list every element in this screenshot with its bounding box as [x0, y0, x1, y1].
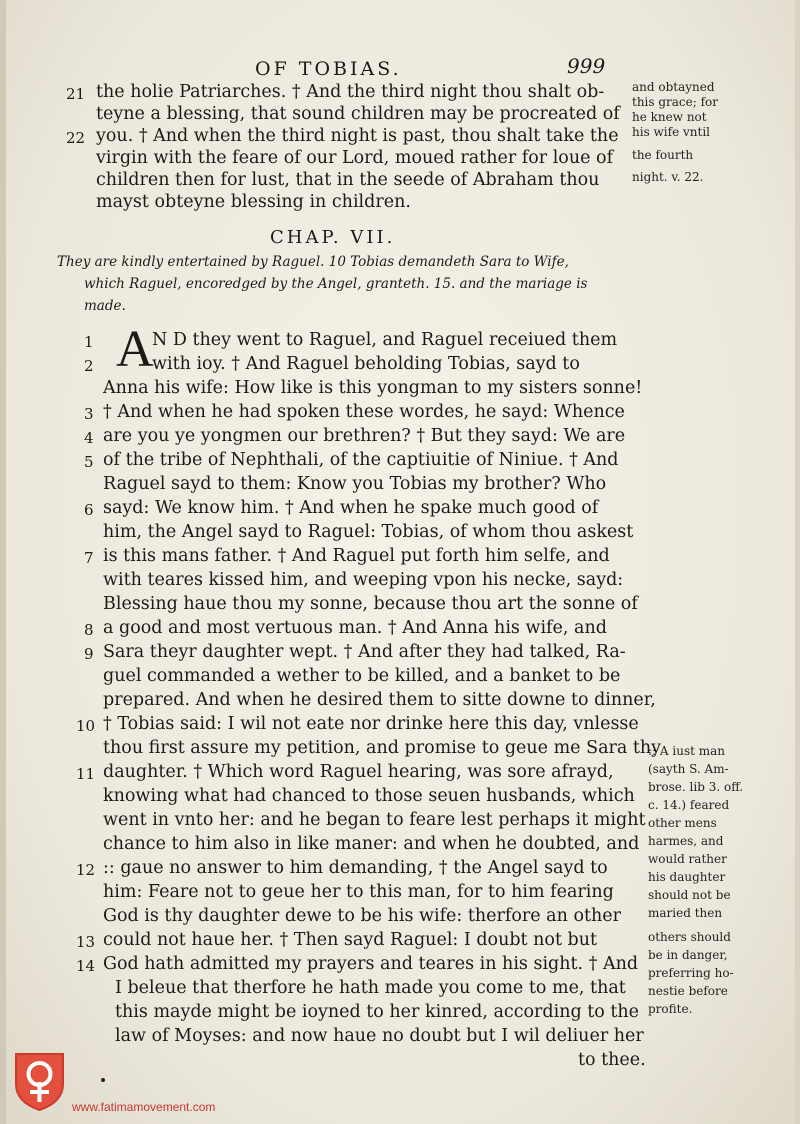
- chapter-summary-line: which Raguel, encoredged by the Angel, granteth. 15. and the mariage is: [84, 276, 588, 292]
- text-line: † Tobias said: I wil not eate nor drinke here this day, vnlesse: [103, 714, 639, 734]
- text-line: prepared. And when he desired them to sitte downe to dinner,: [103, 690, 656, 710]
- text-line: to thee.: [578, 1050, 646, 1070]
- verse-number: 5: [84, 453, 94, 471]
- text-line: the holie Patriarches. † And the third night thou shalt ob-: [96, 82, 605, 102]
- margin-note-line: profite.: [648, 1002, 693, 1016]
- page-edge-left: [0, 0, 6, 1124]
- text-line: you. † And when the third night is past, thou shalt take the: [96, 126, 619, 146]
- margin-note-line: be in danger,: [648, 948, 728, 962]
- margin-note-line: other mens: [648, 816, 717, 830]
- text-line: Blessing haue thou my sonne, because thou art the sonne of: [103, 594, 638, 614]
- drop-cap: A: [116, 321, 154, 378]
- text-line: chance to him also in like maner: and when he doubted, and: [103, 834, 640, 854]
- text-line: this mayde might be ioyned to her kinred, according to the: [115, 1002, 640, 1022]
- margin-note-line: this grace; for: [632, 95, 719, 109]
- running-header: OF TOBIAS.: [255, 58, 402, 80]
- text-line: † And when he had spoken these wordes, he sayd: Whence: [103, 402, 625, 422]
- text-line: I beleue that therfore he hath made you come to me, that: [115, 978, 626, 998]
- verse-number: 4: [84, 429, 94, 447]
- text-line: Anna his wife: How like is this yongman to my sisters sonne!: [103, 378, 643, 398]
- margin-note-line: he knew not: [632, 110, 707, 124]
- text-line: with teares kissed him, and weeping vpon his necke, sayd:: [103, 570, 624, 590]
- verse-number: 14: [76, 957, 96, 975]
- text-line: Raguel sayd to them: Know you Tobias my brother? Who: [103, 474, 607, 494]
- verse-number: 10: [76, 717, 96, 735]
- footer-url-link[interactable]: www.fatimamovement.com: [72, 1100, 216, 1114]
- chapter-summary-line: They are kindly entertained by Raguel. 10 Tobias demandeth Sara to Wife,: [57, 254, 569, 270]
- verse-number: 2: [84, 357, 94, 375]
- text-line: teyne a blessing, that sound children may be procreated of: [96, 104, 620, 124]
- text-line: daughter. † Which word Raguel hearing, was sore afrayd,: [103, 762, 614, 782]
- text-line: could not haue her. † Then sayd Raguel: I doubt not but: [103, 930, 598, 950]
- text-line: is this mans father. † And Raguel put forth him selfe, and: [103, 546, 610, 566]
- margin-note-line: brose. lib 3. off.: [648, 780, 744, 794]
- verse-number: 8: [84, 621, 94, 639]
- verse-number: 12: [76, 861, 96, 879]
- margin-note-line: (sayth S. Am-: [648, 762, 729, 776]
- text-line: knowing what had chanced to those seuen husbands, which: [103, 786, 635, 806]
- text-line: virgin with the feare of our Lord, moued rather for loue of: [96, 148, 614, 168]
- text-line: mayst obteyne blessing in children.: [96, 192, 411, 212]
- text-line: God hath admitted my prayers and teares in his sight. † And: [103, 954, 639, 974]
- verse-number: 22: [66, 129, 86, 147]
- verse-number: 11: [76, 765, 96, 783]
- margin-note-line: and obtayned: [632, 80, 715, 94]
- text-line: :: gaue no answer to him demanding, † the Angel sayd to: [103, 858, 608, 878]
- text-line: a good and most vertuous man. † And Anna his wife, and: [103, 618, 607, 638]
- margin-note-line: :: A iust man: [648, 744, 726, 758]
- verse-number: 1: [84, 333, 94, 351]
- text-line: of the tribe of Nephthali, of the captiuitie of Niniue. † And: [103, 450, 619, 470]
- text-line: are you ye yongmen our brethren? † But they sayd: We are: [103, 426, 626, 446]
- text-line: N D they went to Raguel, and Raguel receiued them: [152, 330, 618, 350]
- margin-note-line: c. 14.) feared: [648, 798, 730, 812]
- verse-number: 21: [66, 85, 86, 103]
- text-line: law of Moyses: and now haue no doubt but I wil deliuer her: [115, 1026, 644, 1046]
- text-line: with ioy. † And Raguel beholding Tobias, sayd to: [152, 354, 580, 374]
- text-line: Sara theyr daughter wept. † And after they had talked, Ra-: [103, 642, 626, 662]
- verse-number: 7: [84, 549, 94, 567]
- text-line: sayd: We know him. † And when he spake much good of: [103, 498, 599, 518]
- chapter-summary-line: made.: [84, 298, 126, 314]
- verse-number: 13: [76, 933, 96, 951]
- text-line: children then for lust, that in the seede of Abraham thou: [96, 170, 600, 190]
- page-edge-right: [795, 0, 800, 1124]
- chapter-heading: CHAP. VII.: [270, 227, 396, 248]
- margin-note-line: should not be: [648, 888, 731, 902]
- verse-number: 6: [84, 501, 94, 519]
- ink-dot: [101, 1078, 105, 1082]
- margin-note-line: nestie before: [648, 984, 728, 998]
- margin-note-line: would rather: [648, 852, 727, 866]
- margin-note-line: harmes, and: [648, 834, 724, 848]
- page-number: 999: [567, 54, 606, 78]
- margin-note-line: preferring ho-: [648, 966, 734, 980]
- text-line: him, the Angel sayd to Raguel: Tobias, of whom thou askest: [103, 522, 634, 542]
- margin-note-line: his wife vntil: [632, 125, 711, 139]
- margin-note-line: others should: [648, 930, 731, 944]
- verse-number: 9: [84, 645, 94, 663]
- margin-note-line: the fourth: [632, 148, 694, 162]
- fatima-movement-logo[interactable]: [12, 1050, 67, 1112]
- text-line: him: Feare not to geue her to this man, for to him fearing: [103, 882, 614, 902]
- margin-note-line: night. v. 22.: [632, 170, 704, 184]
- verse-number: 3: [84, 405, 94, 423]
- text-line: thou first assure my petition, and promise to geue me Sara thy: [103, 738, 662, 758]
- margin-note-line: maried then: [648, 906, 723, 920]
- text-line: God is thy daughter dewe to be his wife: therfore an other: [103, 906, 622, 926]
- text-line: went in vnto her: and he began to feare lest perhaps it might: [103, 810, 646, 830]
- margin-note-line: his daughter: [648, 870, 726, 884]
- text-line: guel commanded a wether to be killed, and a banket to be: [103, 666, 621, 686]
